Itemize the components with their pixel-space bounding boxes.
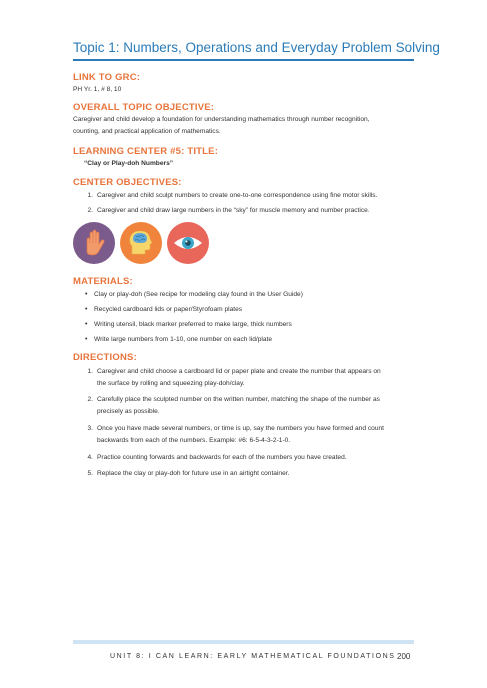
direction-line: precisely as possible. [97, 408, 160, 415]
direction-number: 1. [87, 368, 93, 375]
grc-heading: LINK TO GRC: [73, 72, 141, 83]
objective-line-1: Caregiver and child develop a foundation for understanding mathematics through number recognition, [73, 116, 370, 123]
bullet-icon: • [85, 306, 88, 313]
hand-icon [73, 222, 115, 264]
direction-number: 2. [87, 396, 93, 403]
direction-line: Carefully place the sculpted number on the written number, matching the shape of the number as [97, 396, 380, 403]
title-rule [73, 59, 414, 61]
objective-number: 2. [87, 207, 93, 214]
objective-heading: OVERALL TOPIC OBJECTIVE: [73, 102, 215, 113]
direction-number: 5. [87, 470, 93, 477]
footer-unit-title: UNIT 8: I CAN LEARN: EARLY MATHEMATICAL FOUNDATIONS [110, 653, 396, 660]
footer-band [73, 640, 414, 644]
direction-line: Replace the clay or play-doh for future use in an airtight container. [97, 470, 290, 477]
direction-line: the surface by rolling and squeezing play-doh/clay. [97, 380, 245, 387]
direction-line: Caregiver and child choose a cardboard lid or paper plate and create the number that appears on [97, 368, 381, 375]
directions-heading: DIRECTIONS: [73, 352, 137, 363]
brain-head-icon [120, 222, 162, 264]
grc-text: PH Yr. 1, # 8, 10 [73, 86, 122, 93]
page-title: Topic 1: Numbers, Operations and Everyday Problem Solving [73, 40, 440, 55]
materials-heading: MATERIALS: [73, 276, 133, 287]
material-item: Writing utensil, black marker preferred to make large, thick numbers [94, 321, 292, 328]
page-number: 200 [397, 652, 411, 661]
bullet-icon: • [85, 336, 88, 343]
objective-line-2: counting, and practical application of mathematics. [73, 128, 221, 135]
bullet-icon: • [85, 291, 88, 298]
eye-icon [167, 222, 209, 264]
center-objectives-heading: CENTER OBJECTIVES: [73, 177, 182, 188]
learning-center-heading: LEARNING CENTER #5: TITLE: [73, 146, 219, 157]
material-item: Clay or play-doh (See recipe for modeling clay found in the User Guide) [94, 291, 303, 298]
material-item: Recycled cardboard lids or paper/Styrofoam plates [94, 306, 243, 313]
objective-number: 1. [87, 192, 93, 199]
objective-item: Caregiver and child draw large numbers in the “sky” for muscle memory and number practice. [97, 207, 370, 214]
material-item: Write large numbers from 1-10, one number on each lid/plate [94, 336, 273, 343]
direction-line: Once you have made several numbers, or time is up, say the numbers you have formed and count [97, 425, 384, 432]
objective-item: Caregiver and child sculpt numbers to create one-to-one correspondence using fine motor skills. [97, 192, 378, 199]
direction-line: Practice counting forwards and backwards for each of the numbers you have created. [97, 454, 347, 461]
direction-line: backwards from each of the numbers. Example: #6: 6-5-4-3-2-1-0. [97, 437, 291, 444]
direction-number: 3. [87, 425, 93, 432]
direction-number: 4. [87, 454, 93, 461]
bullet-icon: • [85, 321, 88, 328]
learning-center-title: “Clay or Play-doh Numbers” [84, 160, 174, 167]
